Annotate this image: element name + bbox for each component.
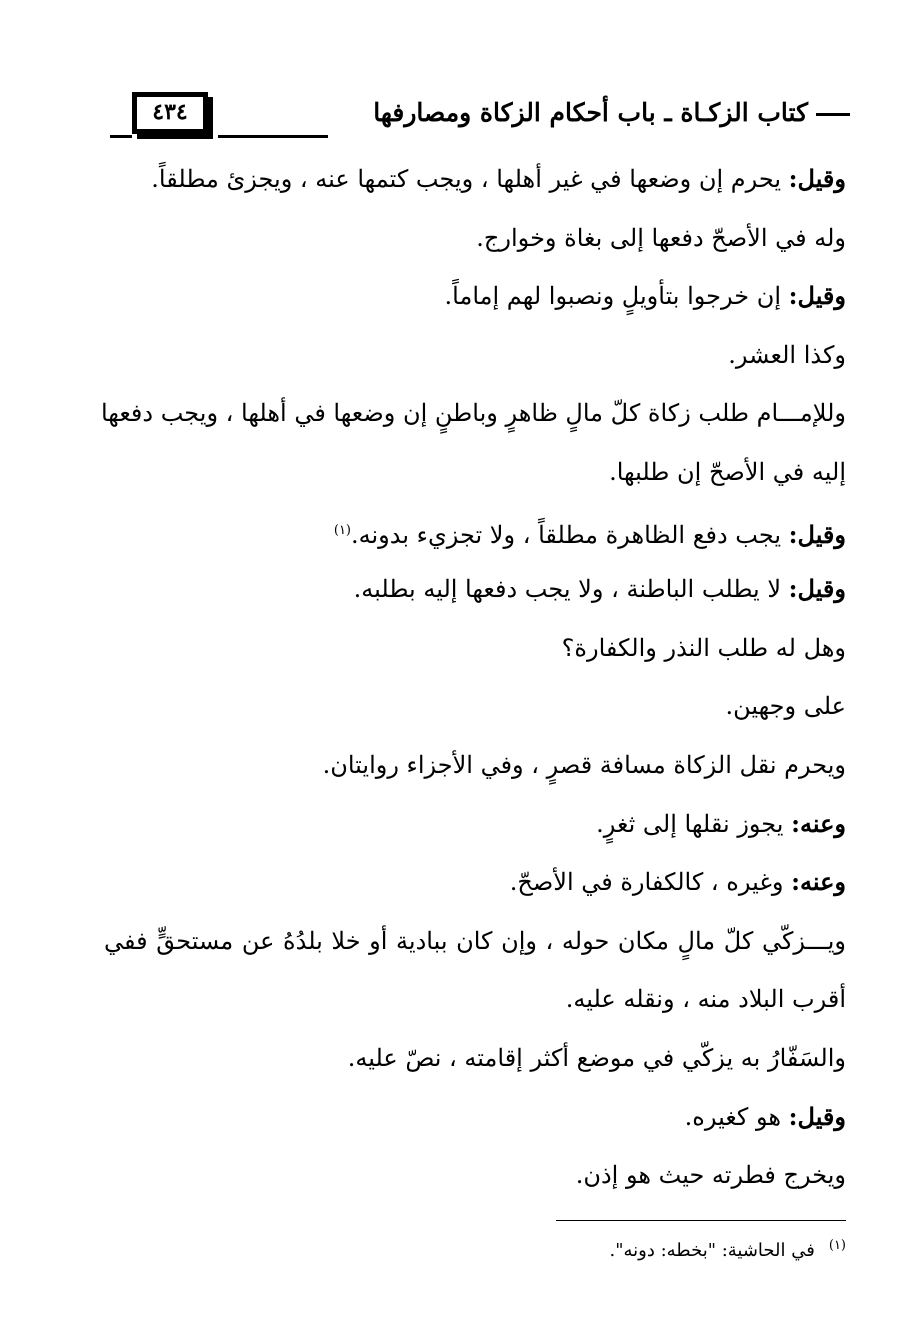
keyword-label: وقيل: [788,164,846,193]
keyword-label: وقيل: [788,519,846,549]
line-text: يحرم إن وضعها في غير أهلها ، ويجب كتمها عنه ، ويجزئ مطلقاً. [151,165,789,193]
header-dash [816,113,850,116]
text-line [104,1029,846,1088]
footnote-separator [556,1220,846,1221]
line-text: هو كغيره. [684,1102,789,1131]
line-text: ويحرم نقل الزكاة مسافة قصرٍ ، وفي الأجزاء روايتان. [322,750,846,779]
line-text: يجب دفع الظاهرة مطلقاً ، ولا تجزيء بدونه. [351,520,789,549]
text-line [104,677,846,736]
footnote-text: في الحاشية: "بخطه: دونه". [609,1240,815,1261]
keyword-label: وعنه: [791,808,846,838]
keyword-label: وعنه: [791,867,846,897]
text-line [104,1088,846,1147]
text-line [104,326,846,385]
body-text [100,150,846,1205]
text-line [104,795,846,854]
text-line [104,560,846,619]
line-text: وله في الأصحّ دفعها إلى بغاة وخوارج. [476,223,846,252]
running-title [373,98,850,127]
line-text: وكذا العشر. [728,340,846,369]
page-number-box [132,92,208,134]
footnote-reference: (١) [333,522,351,538]
text-line [100,384,846,443]
keyword-label: وقيل: [788,574,846,604]
running-title-text: كتاب الزكـاة ـ باب أحكام الزكاة ومصارفها [373,98,808,127]
page-number: ٤٣٤ [152,99,188,125]
header-rule-left [110,135,132,138]
line-text: إليه في الأصحّ إن طلبها. [609,457,846,486]
line-text: لا يطلب الباطنة ، ولا يجب دفعها إليه بطلبه. [353,575,789,604]
text-line [104,853,846,912]
page-header [100,82,850,144]
keyword-label: وقيل: [788,281,846,311]
header-rule-middle [218,135,328,138]
line-text: وهل له طلب النذر والكفارة؟ [561,633,846,662]
text-line [104,912,846,971]
line-text: وغيره ، كالكفارة في الأصحّ. [509,868,792,897]
line-text: ويخرج فطرته حيث هو إذن. [575,1161,846,1190]
text-line [104,970,846,1029]
line-text: إن خرجوا بتأويلٍ ونصبوا لهم إماماً. [444,282,789,311]
text-line [104,502,846,561]
text-line [104,1146,846,1205]
text-line [104,209,846,268]
text-line [104,736,846,795]
keyword-label: وقيل: [788,1101,846,1131]
line-text: أقرب البلاد منه ، ونقله عليه. [565,985,846,1014]
line-text: وللإمـــام طلب زكاة كلّ مالٍ ظاهرٍ وباطنٍ إن وضعها في أهلها ، ويجب دفعها [100,399,846,428]
line-text: ويـــزكّي كلّ مالٍ مكان حوله ، وإن كان ببادية أو خلا بلدُهُ عن مستحقٍّ ففي [104,926,846,955]
line-text: والسَفّارُ به يزكّي في موضع أكثر إقامته ، نصّ عليه. [347,1043,846,1072]
text-line [104,150,846,209]
footnote-number: (١) [828,1238,846,1253]
text-line [104,267,846,326]
text-line [104,619,846,678]
line-text: على وجهين. [725,692,846,721]
footnote [556,1238,846,1261]
text-line [104,443,846,502]
line-text: يجوز نقلها إلى ثغرٍ. [596,809,792,838]
